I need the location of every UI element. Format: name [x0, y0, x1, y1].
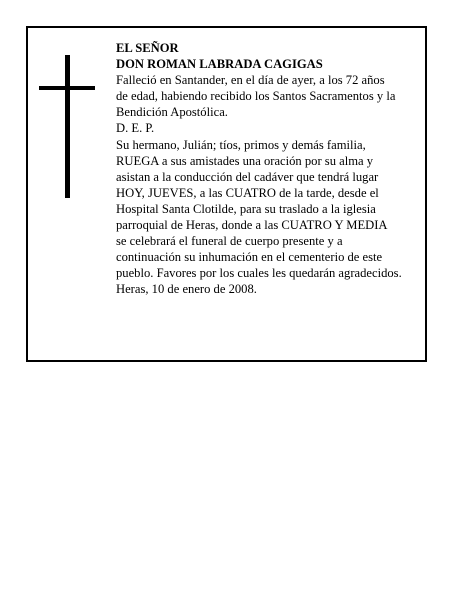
cross-icon — [28, 28, 108, 228]
cross-horizontal-bar — [39, 86, 95, 90]
obituary-notice — [26, 26, 427, 362]
rest-in-peace: D. E. P. — [116, 121, 155, 136]
death-announcement: Falleció en Santander, en el día de ayer, a los 72 años de edad, habiendo recibido los Santos Sacramentos y la Bendición Apostólica. — [116, 73, 396, 120]
heading-title: EL SEÑOR — [116, 41, 179, 55]
notice-text-block — [116, 40, 426, 298]
family-request: Su hermano, Julián; tíos, primos y demás familia, RUEGA a sus amistades una oración por su alma y asistan a la conducción del cadáver que tendrá lugar HOY, JUEVES, a las CUATRO de la tarde, desde el Hospital Santa Clotilde, para su traslado a la iglesia parroquial de Heras, donde a las CUATRO Y MEDIA se celebrará el funeral de cuerpo presente y a continuación su inhumación en el cementerio de este pueblo. Favores por los cuales les quedarán agradecidos. — [116, 137, 402, 281]
cross-vertical-bar — [65, 55, 70, 198]
place-and-date: Heras, 10 de enero de 2008. — [116, 282, 257, 297]
deceased-name: DON ROMAN LABRADA CAGIGAS — [116, 57, 323, 72]
